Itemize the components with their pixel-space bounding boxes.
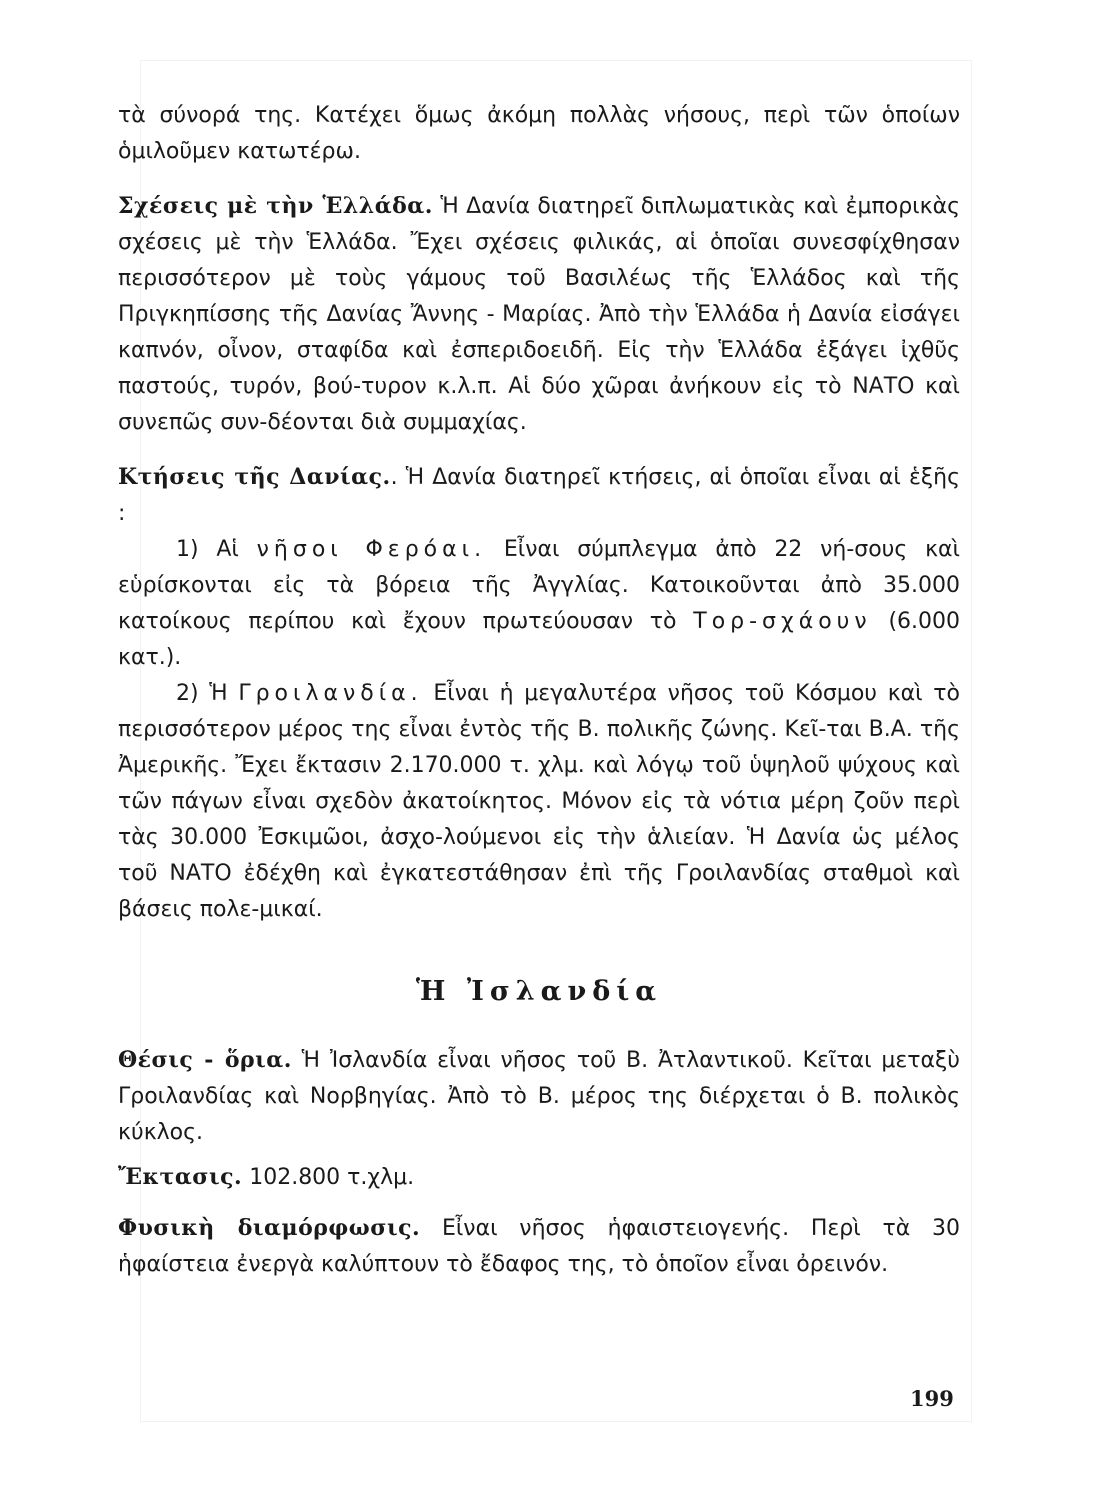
greenland-paragraph bbox=[118, 676, 960, 928]
iceland-position-body: Ἡ Ἰσλανδία εἶναι νῆσος τοῦ Β. Ἀτλαντικοῦ. Κεῖται μεταξὺ Γροιλανδίας καὶ Νορβηγίας. Ἀπὸ τὸ Β. μέρος της διέρχεται ὁ Β. πολικὸς κύκλος. bbox=[118, 1048, 961, 1145]
possessions-heading: Κτήσεις τῆς Δανίας. bbox=[118, 464, 391, 490]
iceland-area-paragraph bbox=[118, 1159, 960, 1196]
iceland-physical-paragraph bbox=[118, 1210, 960, 1283]
intro-paragraph bbox=[118, 98, 960, 170]
book-page bbox=[118, 98, 960, 1283]
iceland-position-paragraph bbox=[118, 1042, 960, 1151]
greenland-text: Εἶναι ἡ μεγαλυτέρα νῆσος τοῦ Κόσμου καὶ τὸ περισσότερον μέρος της εἶναι ἐντὸς τῆς Β. πολικῆς ζώνης. Κεῖ-ται Β.Α. τῆς Ἀμερικῆς. Ἔχει ἔκτασιν 2.170.000 τ. χλμ. καὶ λόγῳ τοῦ ὑψηλοῦ ψύχους καὶ τῶν πάγων εἶναι σχεδὸν ἀκατοίκητος. Μόνον εἰς τὰ νότια μέρη ζοῦν περὶ τὰς 30.000 Ἐσκιμῶοι, ἀσχο-λούμενοι εἰς τὴν ἁλιείαν. Ἡ Δανία ὡς μέλος τοῦ ΝΑΤΟ ἐδέχθη καὶ ἐγκατεστάθησαν ἐπὶ τῆς Γροιλανδίας σταθμοὶ καὶ βάσεις πολε-μικαί. bbox=[118, 681, 961, 922]
possessions-intro: . Ἡ Δανία διατηρεῖ κτήσεις, αἱ ὁποῖαι εἶναι αἱ ἑξῆς : bbox=[118, 465, 960, 526]
relations-body: Ἡ Δανία διατηρεῖ διπλωματικὰς καὶ ἐμπορικὰς σχέσεις μὲ τὴν Ἑλλάδα. Ἔχει σχέσεις φιλικάς, αἱ ὁποῖαι συνεσφίχθησαν περισσότερον μὲ τοὺς γάμους τοῦ Βασιλέως τῆς Ἑλλάδος καὶ τῆς Πριγκηπίσσης τῆς Δανίας Ἄννης - Μαρίας. Ἀπὸ τὴν Ἑλλάδα ἡ Δανία εἰσάγει καπνόν, οἶνον, σταφίδα καὶ ἐσπεριδοειδῆ. Εἰς τὴν Ἑλλάδα ἐξάγει ἰχθῦς παστούς, τυρόν, βού-τυρον κ.λ.π. Αἱ δύο χῶραι ἀνήκουν εἰς τὸ ΝΑΤΟ καὶ συνεπῶς συν-δέονται διὰ συμμαχίας. bbox=[118, 194, 961, 435]
faroe-number: 1) Αἱ bbox=[176, 537, 239, 562]
iceland-physical-heading: Φυσικὴ διαμόρφωσις. bbox=[118, 1215, 421, 1241]
greenland-number: 2) Ἡ bbox=[176, 681, 228, 706]
faroe-text: Εἶναι σύμπλεγμα ἀπὸ 22 νή-σους καὶ εὑρίσκονται εἰς τὰ βόρεια τῆς Ἀγγλίας. Κατοικοῦνται ἀπὸ 35.000 κατοίκους περίπου καὶ ἔχουν πρωτεύουσαν τὸ bbox=[118, 537, 960, 634]
iceland-position-heading: Θέσις - ὅρια. bbox=[118, 1047, 292, 1073]
iceland-area-body: 102.800 τ.χλμ. bbox=[249, 1165, 415, 1190]
relations-paragraph bbox=[118, 188, 960, 441]
faroe-capital: Τορ-σχάουν bbox=[693, 609, 872, 634]
iceland-section-title: Ἡ Ἰσλανδία bbox=[415, 976, 663, 1007]
possessions-paragraph bbox=[118, 459, 960, 532]
faroe-paragraph bbox=[118, 532, 960, 676]
relations-heading: Σχέσεις μὲ τὴν Ἑλλάδα. bbox=[118, 193, 433, 219]
iceland-physical-body: Εἶναι νῆσος ἡφαιστειογενής. Περὶ τὰ 30 ἡφαίστεια ἐνεργὰ καλύπτουν τὸ ἔδαφος της, τὸ ὁποῖον εἶναι ὀρεινόν. bbox=[118, 1216, 960, 1277]
faroe-name: νῆσοι Φερόαι. bbox=[256, 537, 487, 562]
greenland-name: Γροιλανδία. bbox=[238, 681, 423, 706]
iceland-area-heading: Ἔκτασις. bbox=[118, 1164, 243, 1190]
intro-line-2: ὁποίων ὁμιλοῦμεν κατωτέρω. bbox=[118, 103, 960, 164]
faroe-capital-population: (6.000 κατ.). bbox=[118, 609, 961, 670]
intro-line-1: τὰ σύνορά της. Κατέχει ὅμως ἀκόμη πολλὰς νήσους, περὶ τῶν bbox=[118, 103, 868, 128]
page-number: 199 bbox=[910, 1386, 954, 1411]
